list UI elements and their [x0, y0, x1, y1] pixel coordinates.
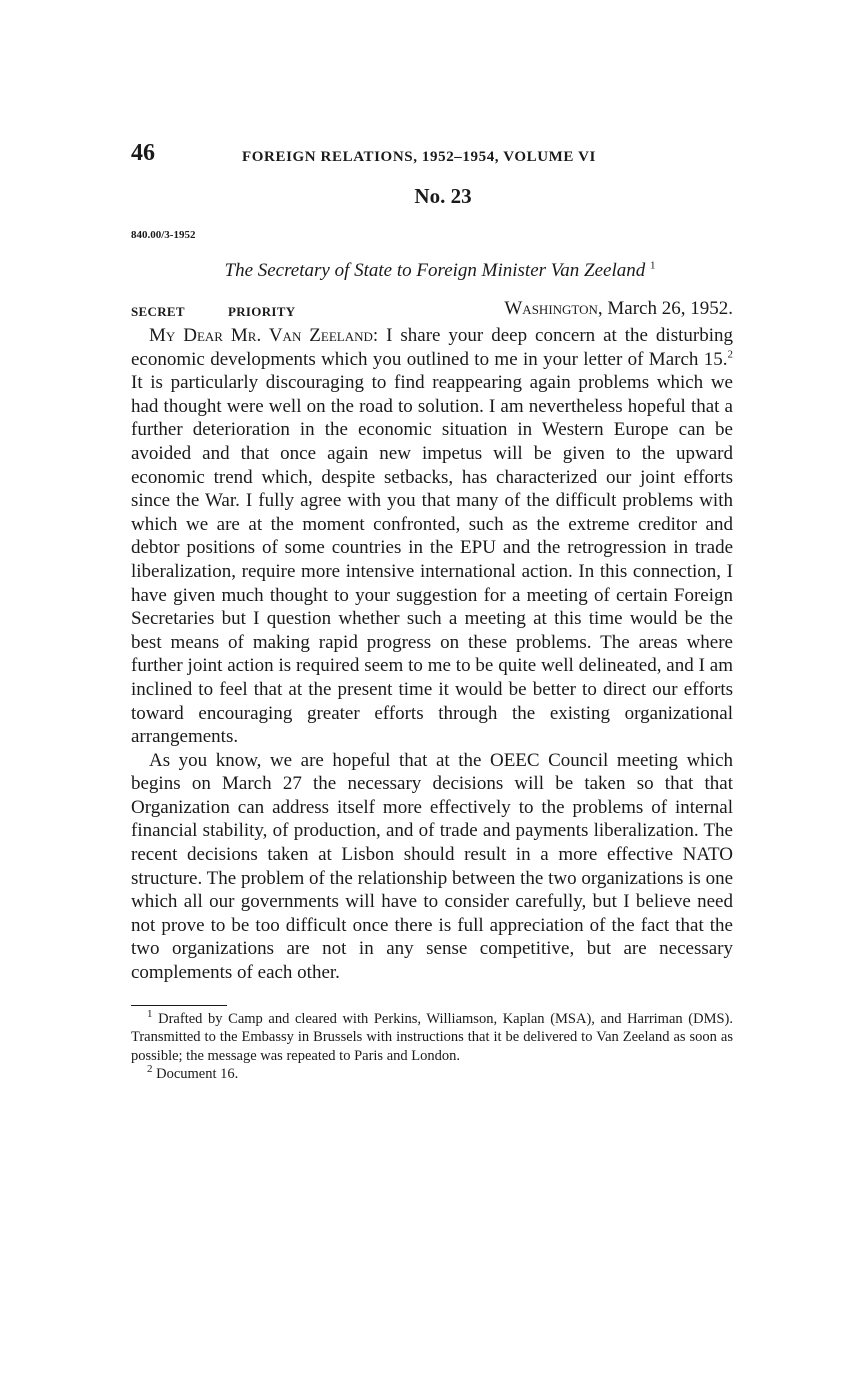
- document-page: [131, 140, 733, 1084]
- footnote-2: [131, 1065, 733, 1084]
- salutation: My Dear Mr. Van Zeeland:: [149, 325, 379, 346]
- paragraph-2: As you know, we are hopeful that at the OEEC Council meeting which begins on March 27 the necessary decisions will be taken so that that Organization can address itself more effectively to the problems of internal financial stability, of production, and of trade and payments liberalization. The recent decisions taken at Lisbon should result in a more effective NATO structure. The problem of the relationship between the two organizations is one which all our governments will have to consider carefully, but I believe need not prove to be too difficult once there is full appreciation of the fact that the two organizations are not in any sense competitive, but are necessary complements of each other.: [131, 749, 733, 984]
- footnote-marker: 2: [147, 1063, 153, 1076]
- footnote-divider: [131, 1005, 227, 1006]
- paragraph-1: [131, 324, 733, 749]
- classification-line: [131, 298, 733, 324]
- precedence-label: PRIORITY: [228, 304, 296, 319]
- footnote-ref-1: 1: [650, 259, 656, 272]
- paragraph-1-text-a: I share your deep concern at the disturbing economic developments which you outlined to me in your letter of March 15.: [131, 325, 733, 370]
- page-number: 46: [131, 140, 155, 166]
- footnote-text: Drafted by Camp and cleared with Perkins, Williamson, Kaplan (MSA), and Harriman (DMS). Transmitted to the Embassy in Brussels with instructions that it be delivered to Van Zeeland as soon as possible; the message was repeated to Paris and London.: [131, 1010, 733, 1064]
- footnote-1: [131, 1007, 733, 1066]
- letter-body: [131, 324, 733, 985]
- classification-label: SECRET: [131, 304, 185, 319]
- footnote-marker: 1: [147, 1007, 153, 1020]
- document-title-text: The Secretary of State to Foreign Minister Van Zeeland: [224, 260, 646, 281]
- document-title: [131, 260, 733, 282]
- file-reference: 840.00/3-1952: [131, 229, 196, 241]
- document-number: No. 23: [414, 184, 472, 208]
- place: Washington: [504, 298, 598, 319]
- footnote-ref-2: 2: [727, 348, 733, 361]
- place-date: [504, 298, 733, 320]
- paragraph-1-text-b: It is particularly discouraging to find reappearing again problems which we had thought were well on the road to solution. I am nevertheless hopeful that a further deterioration in the economic situation in Western Europe can be avoided and that once again new impetus will be given to the upward economic trend which, despite setbacks, has characterized our joint efforts since the War. I fully agree with you that many of the difficult problems with which we are at the moment confronted, such as the extreme creditor and debtor positions of some countries in the EPU and the retrogression in trade liberalization, require more intensive international action. In this connection, I have given much thought to your suggestion for a meeting of certain Foreign Secretaries but I question whether such a meeting at this time would be the best means of making rapid progress on these problems. The areas where further joint action is required seem to me to be quite well delineated, and I am inclined to feel that at the present time it would be better to direct our efforts toward encouraging greater efforts through the existing organizational arrangements.: [131, 372, 733, 748]
- footnote-text: Document 16.: [152, 1066, 239, 1083]
- date: , March 26, 1952.: [597, 298, 733, 319]
- footnotes: [131, 1007, 733, 1084]
- running-title: FOREIGN RELATIONS, 1952–1954, VOLUME VI: [242, 149, 596, 165]
- running-head: [131, 140, 733, 172]
